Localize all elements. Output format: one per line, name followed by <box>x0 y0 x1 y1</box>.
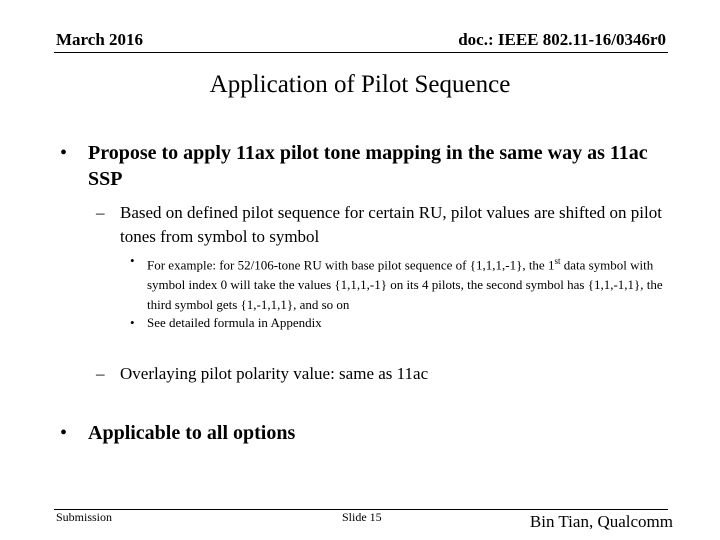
dash-marker: – <box>96 364 105 383</box>
bullet-applicable: Applicable to all options <box>88 422 296 444</box>
example-text-end: data symbol with symbol index 0 will take the values {1,1,1,-1} on its 4 pilots, the second symbol has {1,1,-1,1}, the third symbol gets {1,-1,1,1}, and so on <box>147 257 663 313</box>
bullet-marker: • <box>60 422 68 444</box>
appendix-item: See detailed formula in Appendix <box>147 315 322 330</box>
header-date: March 2016 <box>56 30 144 49</box>
sub-bullet-polarity: Overlaying pilot polarity value: same as 11ac <box>120 364 429 383</box>
example-item <box>147 251 667 315</box>
footer-author: Bin Tian, Qualcomm <box>529 512 673 531</box>
example-text-start: For example: for 52/106-tone RU with base pilot sequence of {1,1,1,-1}, the 1 <box>147 257 555 273</box>
header-doc-id: doc.: IEEE 802.11-16/0346r0 <box>458 30 666 49</box>
footer-submission: Submission <box>56 510 113 524</box>
bullet-marker: • <box>130 253 135 268</box>
ordinal-suffix: st <box>554 256 561 266</box>
dash-marker: – <box>96 203 105 222</box>
bullet-marker: • <box>60 142 68 164</box>
sub-bullet-pilot-shift: Based on defined pilot sequence for certain RU, pilot values are shifted on pilot tones from symbol to symbol <box>120 203 662 246</box>
slide-title: Application of Pilot Sequence <box>209 71 511 98</box>
bullet-marker: • <box>130 315 135 330</box>
header-rule <box>54 52 668 53</box>
bullet-propose: Propose to apply 11ax pilot tone mapping in the same way as 11ac SSP <box>88 142 648 190</box>
footer-slide-number: Slide 15 <box>342 510 382 524</box>
